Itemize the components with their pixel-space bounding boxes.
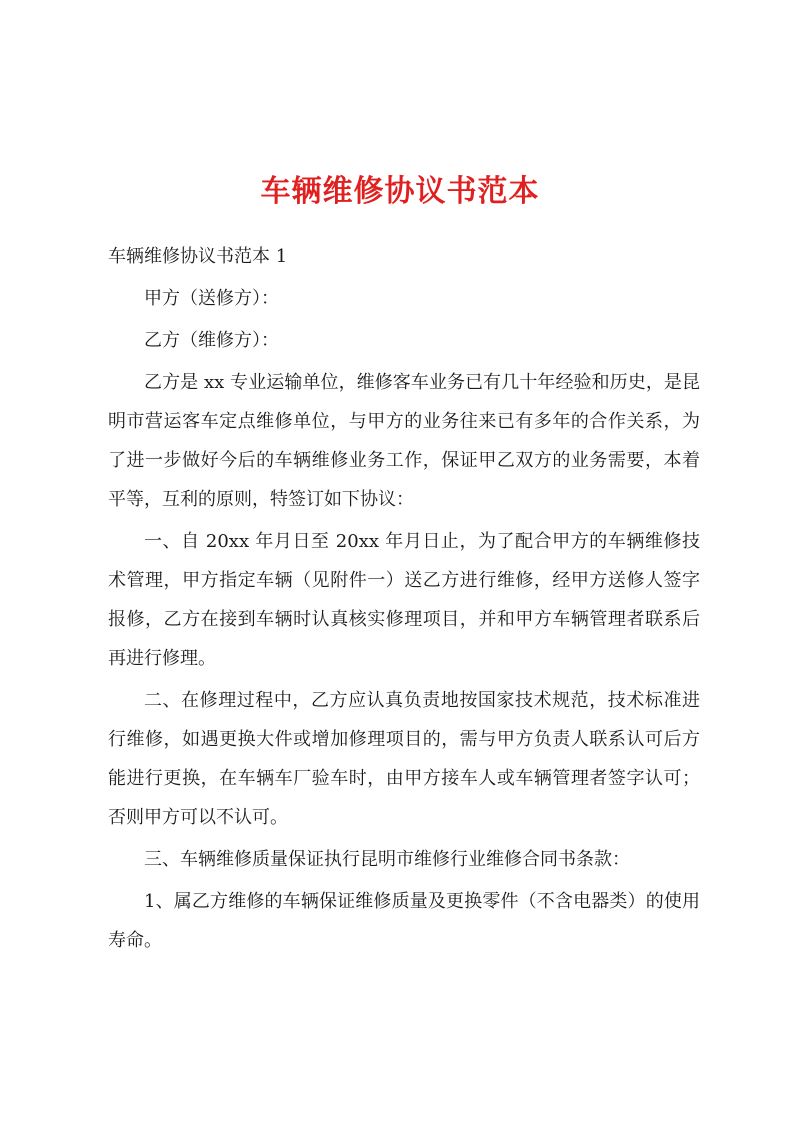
paragraph-clause-1: 一、自 20xx 年月日至 20xx 年月日止，为了配合甲方的车辆维修技术管理，甲方指定车辆（见附件一）送乙方进行维修，经甲方送修人签字报修，乙方在接到车辆时认真核实修理项目，并和甲方车辆管理者联系后再进行修理。 xyxy=(108,531,700,669)
section-heading: 车辆维修协议书范本 1 xyxy=(108,246,288,267)
paragraph-intro: 乙方是 xx 专业运输单位，维修客车业务已有几十年经验和历史，是昆明市营运客车定点维修单位，与甲方的业务往来已有多年的合作关系，为了进一步做好今后的车辆维修业务工作，保证甲乙双方的业务需要，本着平等，互利的原则，特签订如下协议： xyxy=(108,372,700,510)
document-body xyxy=(108,237,700,960)
document-title: 车辆维修协议书范本 xyxy=(260,174,540,209)
paragraph-clause-3: 三、车辆维修质量保证执行昆明市维修行业维修合同书条款： xyxy=(144,849,630,870)
paragraph-clause-3-item-1: 1、属乙方维修的车辆保证维修质量及更换零件（不含电器类）的使用寿命。 xyxy=(108,891,700,951)
paragraph-party-a: 甲方（送修方）： xyxy=(144,288,279,309)
paragraph-clause-2: 二、在修理过程中，乙方应认真负责地按国家技术规范，技术标准进行维修，如遇更换大件或增加修理项目的，需与甲方负责人联系认可后方能进行更换，在车辆车厂验车时，由甲方接车人或车辆管理者签字认可；否则甲方可以不认可。 xyxy=(108,690,700,828)
paragraph-party-b: 乙方（维修方）： xyxy=(144,330,279,351)
